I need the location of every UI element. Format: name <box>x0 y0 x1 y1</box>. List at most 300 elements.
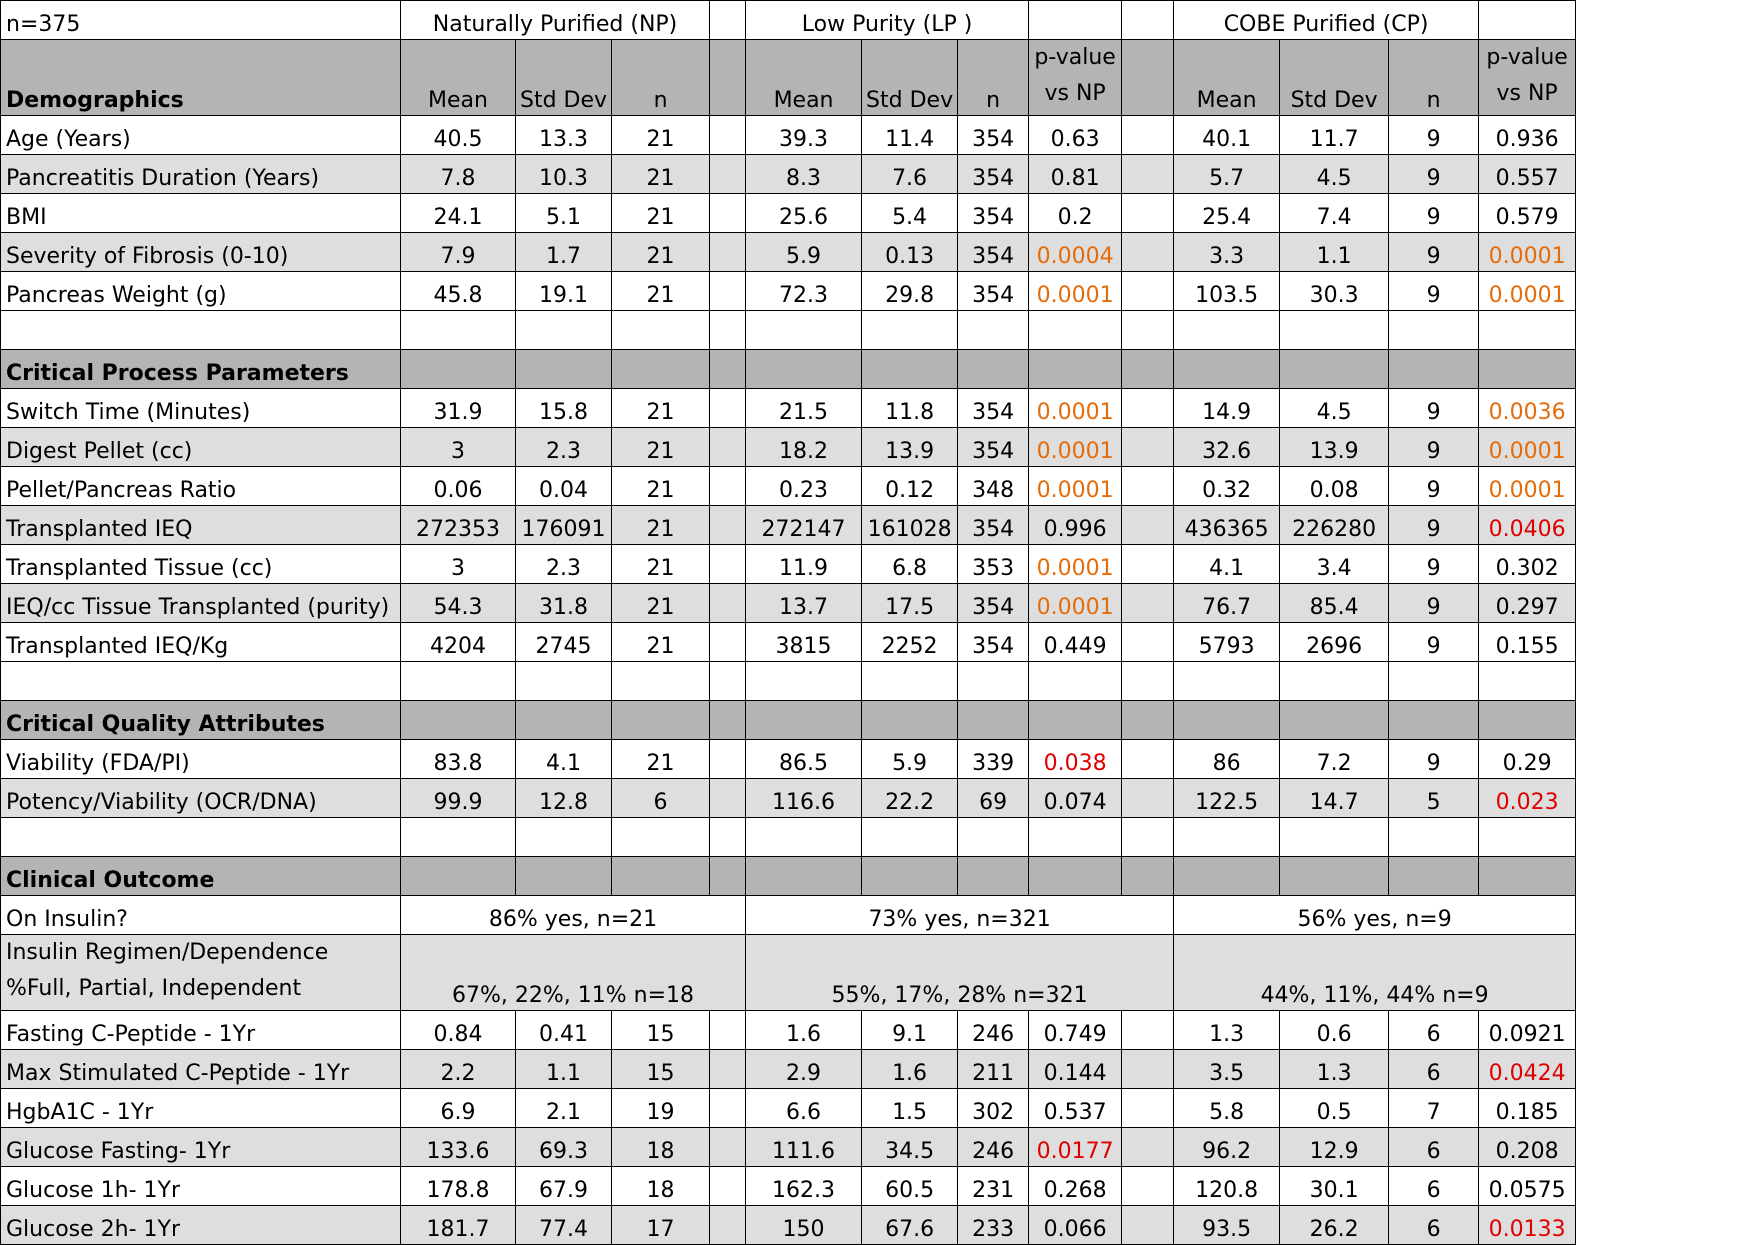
np-cell[interactable]: 21 <box>612 428 710 467</box>
lp-cell[interactable]: 1.6 <box>746 1011 862 1050</box>
cp-cell[interactable]: 2696 <box>1280 623 1389 662</box>
blank-cell[interactable] <box>746 662 862 701</box>
cp-pvalue[interactable]: 0.0001 <box>1479 467 1576 506</box>
row-label[interactable]: Switch Time (Minutes) <box>1 389 401 428</box>
spacer-cell[interactable] <box>1122 233 1174 272</box>
blank-cell[interactable] <box>516 818 612 857</box>
cp-cell[interactable]: 5.8 <box>1174 1089 1280 1128</box>
section-fill-cell[interactable] <box>1029 857 1122 896</box>
section-fill-cell[interactable] <box>1389 857 1479 896</box>
spacer-cell[interactable] <box>710 1050 746 1089</box>
count-cell[interactable]: n=375 <box>1 1 401 40</box>
cp-pvalue[interactable]: 0.185 <box>1479 1089 1576 1128</box>
blank-cell[interactable] <box>1029 818 1122 857</box>
spacer-cell[interactable] <box>1122 389 1174 428</box>
spacer-cell[interactable] <box>1122 116 1174 155</box>
lp-cell[interactable]: 11.8 <box>862 389 958 428</box>
cp-pvalue[interactable]: 0.0406 <box>1479 506 1576 545</box>
section-fill-cell[interactable] <box>612 701 710 740</box>
np-cell[interactable]: 181.7 <box>401 1206 516 1245</box>
row-label[interactable]: Viability (FDA/PI) <box>1 740 401 779</box>
cp-cell[interactable]: 40.1 <box>1174 116 1280 155</box>
blank-cell[interactable] <box>1479 311 1576 350</box>
row-label[interactable]: IEQ/cc Tissue Transplanted (purity) <box>1 584 401 623</box>
lp-cell[interactable]: 354 <box>958 584 1029 623</box>
np-cell[interactable]: 1.7 <box>516 233 612 272</box>
row-label[interactable]: Max Stimulated C-Peptide - 1Yr <box>1 1050 401 1089</box>
lp-cell[interactable]: 353 <box>958 545 1029 584</box>
np-cell[interactable]: 21 <box>612 155 710 194</box>
lp-cell[interactable]: 161028 <box>862 506 958 545</box>
group-cp-title[interactable]: COBE Purified (CP) <box>1174 1 1479 40</box>
cp-cell[interactable]: 0.5 <box>1280 1089 1389 1128</box>
cp-pvalue[interactable]: 0.0575 <box>1479 1167 1576 1206</box>
spacer-cell[interactable] <box>1122 1089 1174 1128</box>
row-label[interactable]: BMI <box>1 194 401 233</box>
np-cell[interactable]: 0.41 <box>516 1011 612 1050</box>
section-title[interactable]: Critical Process Parameters <box>1 350 401 389</box>
blank-cell[interactable] <box>1280 311 1389 350</box>
section-fill-cell[interactable] <box>710 857 746 896</box>
lp-pvalue[interactable]: 0.268 <box>1029 1167 1122 1206</box>
cp-pvalue[interactable]: 0.0001 <box>1479 272 1576 311</box>
blank-cell[interactable] <box>958 311 1029 350</box>
np-cell[interactable]: 133.6 <box>401 1128 516 1167</box>
blank-cell[interactable] <box>862 818 958 857</box>
blank-cell[interactable] <box>1122 311 1174 350</box>
lp-cell[interactable]: 8.3 <box>746 155 862 194</box>
section-fill-cell[interactable] <box>1122 350 1174 389</box>
cp-pvalue[interactable]: 0.579 <box>1479 194 1576 233</box>
np-cell[interactable]: 21 <box>612 740 710 779</box>
np-cell[interactable]: 45.8 <box>401 272 516 311</box>
blank-cell[interactable] <box>1479 662 1576 701</box>
row-label[interactable]: Glucose 2h- 1Yr <box>1 1206 401 1245</box>
section-fill-cell[interactable] <box>1174 701 1280 740</box>
section-fill-cell[interactable] <box>401 857 516 896</box>
lp-cell[interactable]: 354 <box>958 272 1029 311</box>
np-cell[interactable]: 15 <box>612 1011 710 1050</box>
cp-cell[interactable]: 122.5 <box>1174 779 1280 818</box>
cp-cell[interactable]: 9 <box>1389 389 1479 428</box>
row-label[interactable]: Glucose 1h- 1Yr <box>1 1167 401 1206</box>
spacer-cell[interactable] <box>1122 155 1174 194</box>
cp-pvalue[interactable]: 0.0001 <box>1479 233 1576 272</box>
blank-cell[interactable] <box>1389 311 1479 350</box>
section-fill-cell[interactable] <box>746 350 862 389</box>
cp-cell[interactable]: 13.9 <box>1280 428 1389 467</box>
np-cell[interactable]: 69.3 <box>516 1128 612 1167</box>
np-cell[interactable]: 24.1 <box>401 194 516 233</box>
lp-cell[interactable]: 339 <box>958 740 1029 779</box>
cp-cell[interactable]: 9 <box>1389 233 1479 272</box>
lp-pvalue[interactable]: 0.0001 <box>1029 428 1122 467</box>
cp-cell[interactable]: 1.3 <box>1174 1011 1280 1050</box>
lp-cell[interactable]: 211 <box>958 1050 1029 1089</box>
blank-cell[interactable] <box>612 311 710 350</box>
np-cell[interactable]: 176091 <box>516 506 612 545</box>
spacer-cell[interactable] <box>710 506 746 545</box>
blank-cell[interactable] <box>1174 311 1280 350</box>
cp-cell[interactable]: 4.5 <box>1280 389 1389 428</box>
lp-cell[interactable]: 0.13 <box>862 233 958 272</box>
blank-cell[interactable] <box>746 311 862 350</box>
blank-cell[interactable] <box>1479 818 1576 857</box>
spacer-cell[interactable] <box>710 116 746 155</box>
np-cell[interactable]: 1.1 <box>516 1050 612 1089</box>
mean-header[interactable]: Mean <box>401 40 516 116</box>
lp-cell[interactable]: 354 <box>958 194 1029 233</box>
cp-cell[interactable]: 26.2 <box>1280 1206 1389 1245</box>
blank-cell[interactable] <box>862 311 958 350</box>
lp-cell[interactable]: 162.3 <box>746 1167 862 1206</box>
np-cell[interactable]: 0.84 <box>401 1011 516 1050</box>
std-header[interactable]: Std Dev <box>862 40 958 116</box>
cp-cell[interactable]: 3.4 <box>1280 545 1389 584</box>
lp-cell[interactable]: 60.5 <box>862 1167 958 1206</box>
lp-cell[interactable]: 0.12 <box>862 467 958 506</box>
section-fill-cell[interactable] <box>958 350 1029 389</box>
cp-cell[interactable]: 12.9 <box>1280 1128 1389 1167</box>
spacer-cell[interactable] <box>710 584 746 623</box>
np-cell[interactable]: 4204 <box>401 623 516 662</box>
std-header[interactable]: Std Dev <box>516 40 612 116</box>
section-fill-cell[interactable] <box>1479 701 1576 740</box>
cp-pvalue[interactable]: 0.0424 <box>1479 1050 1576 1089</box>
row-label[interactable]: Transplanted IEQ <box>1 506 401 545</box>
lp-cell[interactable]: 354 <box>958 428 1029 467</box>
blank-cell[interactable] <box>958 818 1029 857</box>
section-title[interactable]: Critical Quality Attributes <box>1 701 401 740</box>
section-fill-cell[interactable] <box>1280 701 1389 740</box>
lp-cell[interactable]: 1.6 <box>862 1050 958 1089</box>
lp-pvalue[interactable]: 0.63 <box>1029 116 1122 155</box>
lp-cell[interactable]: 17.5 <box>862 584 958 623</box>
pvalue-spacer[interactable] <box>1029 1 1122 40</box>
spacer-cell[interactable] <box>1122 1050 1174 1089</box>
np-cell[interactable]: 2.1 <box>516 1089 612 1128</box>
cp-cell[interactable]: 9 <box>1389 116 1479 155</box>
np-cell[interactable]: 18 <box>612 1128 710 1167</box>
section-fill-cell[interactable] <box>1174 857 1280 896</box>
section-fill-cell[interactable] <box>1389 701 1479 740</box>
lp-cell[interactable]: 272147 <box>746 506 862 545</box>
section-fill-cell[interactable] <box>1280 350 1389 389</box>
cp-cell[interactable]: 9 <box>1389 584 1479 623</box>
blank-cell[interactable] <box>1174 662 1280 701</box>
np-cell[interactable]: 12.8 <box>516 779 612 818</box>
spacer-cell[interactable] <box>1122 194 1174 233</box>
cp-cell[interactable]: 9 <box>1389 740 1479 779</box>
np-cell[interactable]: 21 <box>612 467 710 506</box>
cp-cell[interactable]: 6 <box>1389 1050 1479 1089</box>
lp-pvalue[interactable]: 0.81 <box>1029 155 1122 194</box>
cp-cell[interactable]: 6 <box>1389 1167 1479 1206</box>
lp-cell[interactable]: 111.6 <box>746 1128 862 1167</box>
np-cell[interactable]: 31.8 <box>516 584 612 623</box>
mean-header[interactable]: Mean <box>1174 40 1280 116</box>
cp-cell[interactable]: 7.4 <box>1280 194 1389 233</box>
cp-cell[interactable]: 7 <box>1389 1089 1479 1128</box>
cp-cell[interactable]: 436365 <box>1174 506 1280 545</box>
blank-cell[interactable] <box>516 662 612 701</box>
spacer-cell[interactable] <box>710 194 746 233</box>
lp-cell[interactable]: 29.8 <box>862 272 958 311</box>
cp-cell[interactable]: 93.5 <box>1174 1206 1280 1245</box>
section-fill-cell[interactable] <box>958 701 1029 740</box>
cp-cell[interactable]: 5.7 <box>1174 155 1280 194</box>
cp-cell[interactable]: 9 <box>1389 194 1479 233</box>
blank-cell[interactable] <box>1029 311 1122 350</box>
np-cell[interactable]: 15.8 <box>516 389 612 428</box>
blank-cell[interactable] <box>710 662 746 701</box>
np-cell[interactable]: 6.9 <box>401 1089 516 1128</box>
np-cell[interactable]: 21 <box>612 233 710 272</box>
spacer-cell[interactable] <box>710 467 746 506</box>
blank-cell[interactable] <box>1389 818 1479 857</box>
section-fill-cell[interactable] <box>401 701 516 740</box>
lp-pvalue[interactable]: 0.0001 <box>1029 272 1122 311</box>
lp-cell[interactable]: 6.8 <box>862 545 958 584</box>
np-cell[interactable]: 2.2 <box>401 1050 516 1089</box>
row-label[interactable]: Pancreatitis Duration (Years) <box>1 155 401 194</box>
spacer-cell[interactable] <box>710 40 746 116</box>
cp-cell[interactable]: 6 <box>1389 1011 1479 1050</box>
cp-merged[interactable]: 56% yes, n=9 <box>1174 896 1576 935</box>
section-fill-cell[interactable] <box>710 701 746 740</box>
lp-pvalue[interactable]: 0.0001 <box>1029 467 1122 506</box>
lp-pvalue[interactable]: 0.0177 <box>1029 1128 1122 1167</box>
section-fill-cell[interactable] <box>1174 350 1280 389</box>
blank-cell[interactable] <box>710 818 746 857</box>
cp-cell[interactable]: 86 <box>1174 740 1280 779</box>
cp-cell[interactable]: 14.7 <box>1280 779 1389 818</box>
section-fill-cell[interactable] <box>612 350 710 389</box>
cp-cell[interactable]: 9 <box>1389 428 1479 467</box>
section-fill-cell[interactable] <box>746 701 862 740</box>
spacer-cell[interactable] <box>1122 779 1174 818</box>
lp-cell[interactable]: 39.3 <box>746 116 862 155</box>
n-header[interactable]: n <box>958 40 1029 116</box>
np-cell[interactable]: 77.4 <box>516 1206 612 1245</box>
np-cell[interactable]: 3 <box>401 545 516 584</box>
spacer-cell[interactable] <box>1122 40 1174 116</box>
blank-cell[interactable] <box>746 818 862 857</box>
lp-pvalue[interactable]: 0.449 <box>1029 623 1122 662</box>
spacer-cell[interactable] <box>710 428 746 467</box>
spacer-cell[interactable] <box>710 1128 746 1167</box>
lp-pvalue[interactable]: 0.038 <box>1029 740 1122 779</box>
section-fill-cell[interactable] <box>612 857 710 896</box>
section-fill-cell[interactable] <box>710 350 746 389</box>
cp-cell[interactable]: 9 <box>1389 467 1479 506</box>
lp-cell[interactable]: 354 <box>958 506 1029 545</box>
np-merged[interactable]: 86% yes, n=21 <box>401 896 746 935</box>
lp-pvalue[interactable]: 0.144 <box>1029 1050 1122 1089</box>
cp-cell[interactable]: 1.3 <box>1280 1050 1389 1089</box>
cp-cell[interactable]: 9 <box>1389 272 1479 311</box>
lp-pvalue[interactable]: 0.0001 <box>1029 545 1122 584</box>
blank-cell[interactable] <box>516 311 612 350</box>
spacer-cell[interactable] <box>710 779 746 818</box>
lp-cell[interactable]: 5.9 <box>746 233 862 272</box>
cp-cell[interactable]: 9 <box>1389 545 1479 584</box>
cp-cell[interactable]: 9 <box>1389 506 1479 545</box>
row-label[interactable]: Pellet/Pancreas Ratio <box>1 467 401 506</box>
np-cell[interactable]: 0.06 <box>401 467 516 506</box>
row-label[interactable]: Insulin Regimen/Dependence %Full, Partial, Independent <box>1 935 401 1011</box>
spacer-cell[interactable] <box>1122 545 1174 584</box>
lp-cell[interactable]: 354 <box>958 623 1029 662</box>
blank-cell[interactable] <box>401 311 516 350</box>
cp-pvalue[interactable]: 0.0921 <box>1479 1011 1576 1050</box>
blank-cell[interactable] <box>862 662 958 701</box>
lp-cell[interactable]: 1.5 <box>862 1089 958 1128</box>
np-cell[interactable]: 7.8 <box>401 155 516 194</box>
spacer-cell[interactable] <box>710 623 746 662</box>
cp-cell[interactable]: 96.2 <box>1174 1128 1280 1167</box>
lp-merged[interactable]: 73% yes, n=321 <box>746 896 1174 935</box>
np-cell[interactable]: 40.5 <box>401 116 516 155</box>
np-cell[interactable]: 2745 <box>516 623 612 662</box>
cp-cell[interactable]: 0.6 <box>1280 1011 1389 1050</box>
spacer-cell[interactable] <box>1122 1167 1174 1206</box>
lp-cell[interactable]: 354 <box>958 116 1029 155</box>
cp-cell[interactable]: 32.6 <box>1174 428 1280 467</box>
cp-pvalue[interactable]: 0.29 <box>1479 740 1576 779</box>
blank-cell[interactable] <box>1029 662 1122 701</box>
row-label[interactable]: Pancreas Weight (g) <box>1 272 401 311</box>
lp-cell[interactable]: 9.1 <box>862 1011 958 1050</box>
blank-cell[interactable] <box>1280 662 1389 701</box>
lp-cell[interactable]: 13.7 <box>746 584 862 623</box>
cp-cell[interactable]: 103.5 <box>1174 272 1280 311</box>
pvalue-spacer[interactable] <box>1479 1 1576 40</box>
lp-pvalue[interactable]: 0.0001 <box>1029 584 1122 623</box>
section-fill-cell[interactable] <box>958 857 1029 896</box>
cp-cell[interactable]: 6 <box>1389 1128 1479 1167</box>
np-cell[interactable]: 54.3 <box>401 584 516 623</box>
np-cell[interactable]: 178.8 <box>401 1167 516 1206</box>
lp-cell[interactable]: 13.9 <box>862 428 958 467</box>
cp-cell[interactable]: 0.08 <box>1280 467 1389 506</box>
cp-cell[interactable]: 85.4 <box>1280 584 1389 623</box>
cp-pvalue[interactable]: 0.208 <box>1479 1128 1576 1167</box>
lp-cell[interactable]: 0.23 <box>746 467 862 506</box>
lp-cell[interactable]: 348 <box>958 467 1029 506</box>
section-fill-cell[interactable] <box>1389 350 1479 389</box>
spacer-cell[interactable] <box>1122 623 1174 662</box>
section-fill-cell[interactable] <box>746 857 862 896</box>
lp-cell[interactable]: 21.5 <box>746 389 862 428</box>
lp-pvalue[interactable]: 0.0001 <box>1029 389 1122 428</box>
np-cell[interactable]: 18 <box>612 1167 710 1206</box>
lp-pvalue[interactable]: 0.0004 <box>1029 233 1122 272</box>
lp-cell[interactable]: 354 <box>958 233 1029 272</box>
pvalue-header[interactable]: p-value vs NP <box>1479 40 1576 116</box>
np-cell[interactable]: 99.9 <box>401 779 516 818</box>
np-cell[interactable]: 21 <box>612 116 710 155</box>
blank-cell[interactable] <box>1122 662 1174 701</box>
spacer-cell[interactable] <box>1122 740 1174 779</box>
section-fill-cell[interactable] <box>862 350 958 389</box>
cp-cell[interactable]: 226280 <box>1280 506 1389 545</box>
blank-cell[interactable] <box>1 818 401 857</box>
lp-cell[interactable]: 2252 <box>862 623 958 662</box>
lp-cell[interactable]: 116.6 <box>746 779 862 818</box>
lp-cell[interactable]: 302 <box>958 1089 1029 1128</box>
cp-pvalue[interactable]: 0.155 <box>1479 623 1576 662</box>
cp-cell[interactable]: 25.4 <box>1174 194 1280 233</box>
blank-cell[interactable] <box>1 662 401 701</box>
spacer-cell[interactable] <box>1122 506 1174 545</box>
cp-cell[interactable]: 6 <box>1389 1206 1479 1245</box>
lp-cell[interactable]: 354 <box>958 155 1029 194</box>
group-np-title[interactable]: Naturally Purified (NP) <box>401 1 710 40</box>
spacer-cell[interactable] <box>710 389 746 428</box>
lp-cell[interactable]: 7.6 <box>862 155 958 194</box>
np-cell[interactable]: 7.9 <box>401 233 516 272</box>
cp-pvalue[interactable]: 0.023 <box>1479 779 1576 818</box>
spacer-cell[interactable] <box>710 272 746 311</box>
section-fill-cell[interactable] <box>1280 857 1389 896</box>
lp-cell[interactable]: 18.2 <box>746 428 862 467</box>
row-label[interactable]: On Insulin? <box>1 896 401 935</box>
spacer-cell[interactable] <box>710 545 746 584</box>
cp-cell[interactable]: 5793 <box>1174 623 1280 662</box>
np-cell[interactable]: 31.9 <box>401 389 516 428</box>
np-cell[interactable]: 21 <box>612 389 710 428</box>
np-cell[interactable]: 5.1 <box>516 194 612 233</box>
cp-pvalue[interactable]: 0.0133 <box>1479 1206 1576 1245</box>
np-cell[interactable]: 67.9 <box>516 1167 612 1206</box>
spacer-cell[interactable] <box>710 1206 746 1245</box>
cp-cell[interactable]: 76.7 <box>1174 584 1280 623</box>
np-cell[interactable]: 17 <box>612 1206 710 1245</box>
section-fill-cell[interactable] <box>1122 701 1174 740</box>
section-title[interactable]: Clinical Outcome <box>1 857 401 896</box>
section-fill-cell[interactable] <box>516 701 612 740</box>
lp-cell[interactable]: 25.6 <box>746 194 862 233</box>
spacer-cell[interactable] <box>710 1167 746 1206</box>
lp-cell[interactable]: 354 <box>958 389 1029 428</box>
section-fill-cell[interactable] <box>516 857 612 896</box>
cp-cell[interactable]: 1.1 <box>1280 233 1389 272</box>
np-cell[interactable]: 19 <box>612 1089 710 1128</box>
row-label[interactable]: HgbA1C - 1Yr <box>1 1089 401 1128</box>
cp-cell[interactable]: 120.8 <box>1174 1167 1280 1206</box>
section-fill-cell[interactable] <box>862 857 958 896</box>
lp-pvalue[interactable]: 0.074 <box>1029 779 1122 818</box>
lp-cell[interactable]: 67.6 <box>862 1206 958 1245</box>
np-cell[interactable]: 2.3 <box>516 428 612 467</box>
spacer-cell[interactable] <box>1122 1128 1174 1167</box>
cp-cell[interactable]: 3.3 <box>1174 233 1280 272</box>
lp-cell[interactable]: 150 <box>746 1206 862 1245</box>
cp-cell[interactable]: 9 <box>1389 155 1479 194</box>
cp-cell[interactable]: 5 <box>1389 779 1479 818</box>
mean-header[interactable]: Mean <box>746 40 862 116</box>
cp-pvalue[interactable]: 0.557 <box>1479 155 1576 194</box>
std-header[interactable]: Std Dev <box>1280 40 1389 116</box>
np-cell[interactable]: 19.1 <box>516 272 612 311</box>
row-label[interactable]: Digest Pellet (cc) <box>1 428 401 467</box>
n-header[interactable]: n <box>612 40 710 116</box>
row-label[interactable]: Potency/Viability (OCR/DNA) <box>1 779 401 818</box>
lp-cell[interactable]: 246 <box>958 1011 1029 1050</box>
row-label[interactable]: Age (Years) <box>1 116 401 155</box>
spacer-cell[interactable] <box>710 740 746 779</box>
